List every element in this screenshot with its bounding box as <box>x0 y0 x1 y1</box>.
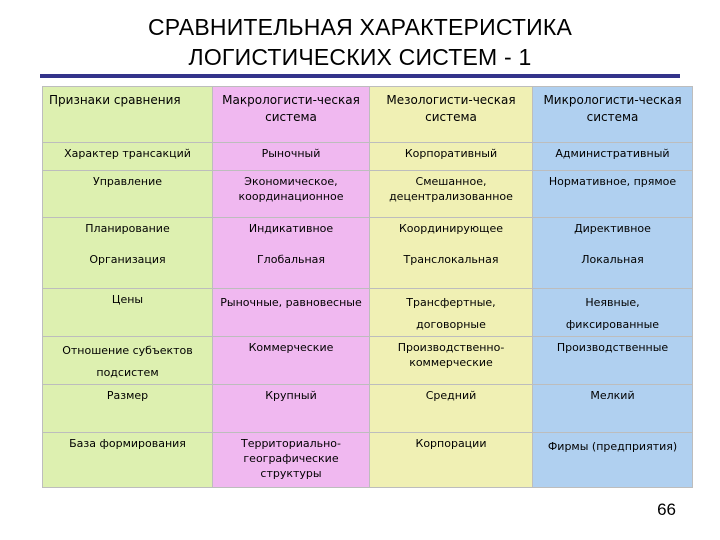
row-label: Цены <box>43 289 213 337</box>
table-cell: Рыночные, равновесные <box>213 289 370 337</box>
table-row <box>43 218 693 289</box>
table-cell: Крупный <box>213 385 370 433</box>
row-label: Отношение субъектов подсистем <box>43 337 213 385</box>
table-cell: Рыночный <box>213 143 370 171</box>
table-cell: Индикативное <box>248 222 334 235</box>
header-meso: Мезологисти-ческая система <box>370 87 533 143</box>
comparison-table <box>42 86 693 488</box>
table-cell: Транслокальная <box>403 253 499 266</box>
slide-title-line-2: ЛОГИСТИЧЕСКИХ СИСТЕМ - 1 <box>188 44 532 70</box>
table-cell-pair <box>533 218 693 289</box>
table-cell: Мелкий <box>533 385 693 433</box>
row-label: База формирования <box>43 433 213 488</box>
table-cell: Неявные, фиксированные <box>533 289 693 337</box>
table-cell: Фирмы (предприятия) <box>533 433 693 488</box>
table-cell: Коммерческие <box>213 337 370 385</box>
table-cell: Административный <box>533 143 693 171</box>
table-cell: Нормативное, прямое <box>533 171 693 218</box>
table-cell: Глобальная <box>256 253 326 266</box>
spacer <box>48 236 207 252</box>
row-label-pair <box>43 218 213 289</box>
row-label: Характер трансакций <box>43 143 213 171</box>
table-cell: Территориально-географические структуры <box>213 433 370 488</box>
table-header-row <box>43 87 693 143</box>
header-features: Признаки сравнения <box>43 87 213 143</box>
table-row <box>43 337 693 385</box>
table-cell-pair <box>370 218 533 289</box>
table-cell: Директивное <box>574 222 651 235</box>
row-label: Размер <box>43 385 213 433</box>
spacer <box>218 236 364 252</box>
table-cell: Локальная <box>581 253 644 266</box>
header-macro: Макрологисти-ческая система <box>213 87 370 143</box>
spacer <box>375 236 527 252</box>
table-cell: Производственно-коммерческие <box>370 337 533 385</box>
header-micro: Микрологисти-ческая система <box>533 87 693 143</box>
row-label: Управление <box>43 171 213 218</box>
slide-title <box>0 12 720 72</box>
table-cell: Средний <box>370 385 533 433</box>
table-cell-pair <box>213 218 370 289</box>
table-row <box>43 143 693 171</box>
slide-title-line-1: СРАВНИТЕЛЬНАЯ ХАРАКТЕРИСТИКА <box>147 14 572 40</box>
table-cell: Экономическое, координационное <box>213 171 370 218</box>
table-cell: Корпорации <box>370 433 533 488</box>
table-cell: Координирующее <box>399 222 503 235</box>
row-label: Планирование <box>85 222 170 235</box>
row-label: Организация <box>89 253 166 266</box>
table-row <box>43 385 693 433</box>
table-row <box>43 171 693 218</box>
table-cell: Производственные <box>533 337 693 385</box>
title-underline <box>40 74 680 78</box>
page-number: 66 <box>657 500 676 519</box>
table-cell: Смешанное, децентрализованное <box>370 171 533 218</box>
table-row <box>43 289 693 337</box>
spacer <box>538 236 687 252</box>
table-row <box>43 433 693 488</box>
table-cell: Корпоративный <box>370 143 533 171</box>
table-cell: Трансфертные, договорные <box>370 289 533 337</box>
